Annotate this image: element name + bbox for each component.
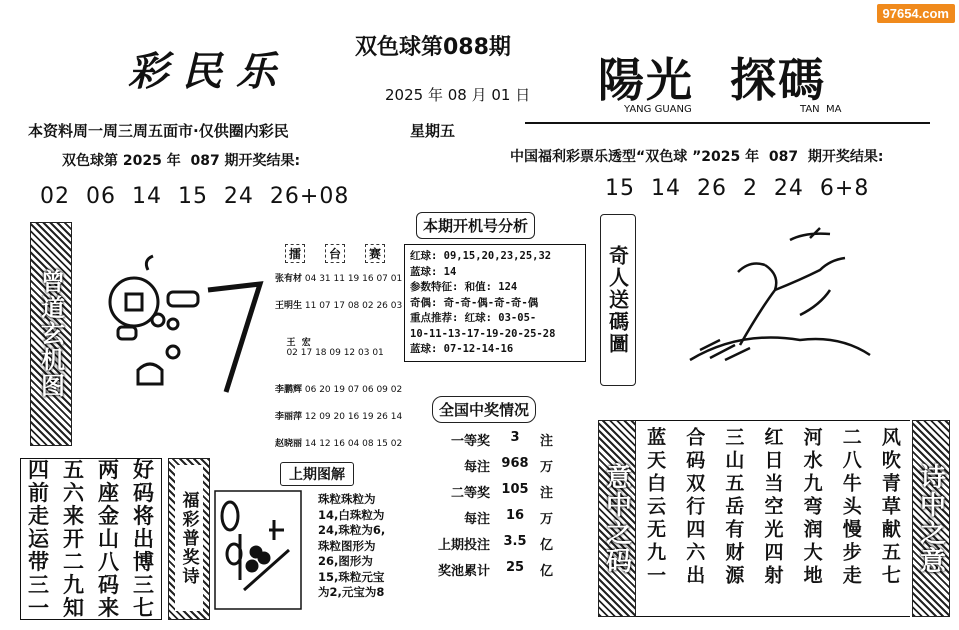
analysis-line: 蓝球: 14	[410, 265, 457, 278]
left-result-numbers: 02 06 14 15 24 26+08	[40, 184, 350, 209]
arena-title-char: 赛	[365, 244, 385, 263]
last-diagram-line: 26,图形为	[318, 554, 373, 568]
prizes-title: 全国中奖情况	[432, 396, 536, 423]
right-result-numbers: 15 14 26 2 24 6+8	[605, 176, 870, 201]
prize-unit: 亿	[540, 564, 554, 579]
analysis-line: 奇偶: 奇-奇-偶-奇-奇-偶	[410, 296, 539, 309]
puzzle-drawing	[98, 252, 268, 397]
arena-player: 李鹏辉	[275, 385, 303, 395]
weekday: 星期五	[410, 122, 456, 140]
poem-char: 带	[28, 550, 49, 574]
watermark: 97654.com	[877, 4, 956, 23]
last-diagram-line: 珠粒图形为	[318, 538, 376, 553]
left-vertical-title: 曾道玄机图	[36, 269, 65, 399]
poem-char: 一	[28, 596, 49, 620]
brand-left-logo: 彩民乐	[128, 48, 290, 95]
poem-grid-column	[21, 459, 56, 619]
analysis-panel	[404, 244, 586, 362]
poem-char: 三	[133, 573, 154, 597]
poem-char: 山	[98, 527, 119, 551]
right-result-label: 中国福利彩票乐透型“双色球 ”2025 年 087 期开奖结果:	[510, 149, 884, 165]
qiren-panel	[600, 214, 636, 386]
prize-value: 105	[501, 482, 529, 497]
poem-char: 六	[63, 481, 84, 505]
arena-title-char: 擂	[285, 244, 305, 263]
brand-right-sub-right: TAN MA	[800, 104, 842, 115]
arena-row	[275, 436, 403, 449]
poem-left-tag-panel	[598, 420, 636, 617]
bottom-poem-column: 红日当空光四射	[761, 427, 784, 588]
arena-numbers: 06 20 19 07 06 09 02	[304, 385, 403, 395]
analysis-line: 红球: 09,15,20,23,25,32	[410, 250, 552, 262]
poem-char: 码	[133, 481, 154, 505]
prize-label: 一等奖	[450, 434, 490, 449]
arena-player: 张有材	[275, 274, 303, 284]
analysis-line: 重点推荐: 红球: 03-05-	[410, 312, 537, 324]
prize-unit: 注	[540, 486, 554, 501]
prize-row	[420, 482, 580, 508]
arena-panel	[275, 244, 403, 449]
poem-char: 二	[63, 550, 84, 574]
poem-char: 来	[63, 504, 84, 528]
arena-title-char: 台	[325, 244, 345, 263]
prize-row	[420, 508, 580, 534]
poem-right-tag-panel	[912, 420, 950, 617]
last-diagram-line: 24,珠粒为6,	[318, 523, 386, 537]
poem-char: 九	[63, 573, 84, 597]
brand-right-sub-left: YANG GUANG	[624, 104, 692, 115]
poem-char: 出	[133, 527, 154, 551]
poem-char: 走	[28, 504, 49, 528]
brand-right-rule	[525, 122, 930, 124]
prize-unit: 万	[540, 512, 554, 527]
poem-grid-column	[56, 459, 91, 619]
last-diagram-title: 上期图解	[280, 462, 354, 486]
arena-row	[275, 382, 403, 395]
arena-numbers: 14 12 16 04 08 15 02	[304, 439, 403, 449]
poem-char: 三	[28, 573, 49, 597]
issue-title: 双色球第088期	[355, 35, 511, 60]
prize-row	[420, 430, 580, 456]
poem-char: 两	[98, 458, 119, 482]
prize-label: 每注	[463, 460, 490, 475]
analysis-line: 蓝球: 07-12-14-16	[410, 343, 514, 355]
poem-char: 开	[63, 527, 84, 551]
poem-char: 四	[28, 458, 49, 482]
prize-label: 上期投注	[437, 538, 490, 553]
poem-char: 将	[133, 504, 154, 528]
poem-char: 来	[98, 596, 119, 620]
notice-text: 本资料周一周三周五面市·仅供圈内彩民	[28, 122, 289, 140]
left-vertical-panel	[30, 222, 72, 446]
bottom-poem-column: 合码双行四六出	[683, 427, 706, 588]
brand-right-logo: 陽光 探碼	[598, 53, 827, 107]
poem-char: 前	[28, 481, 49, 505]
arena-numbers: 04 31 11 19 16 07 01	[304, 274, 403, 284]
fucai-poem-panel	[168, 458, 210, 620]
analysis-line: 10-11-13-17-19-20-25-28	[410, 327, 556, 340]
poem-char: 博	[133, 550, 154, 574]
poem-char: 五	[63, 458, 84, 482]
poem-char: 座	[98, 481, 119, 505]
prize-value: 3.5	[503, 534, 527, 549]
poem-char: 运	[28, 527, 49, 551]
poem-right-tag: 诗中之意	[915, 462, 946, 575]
left-result-label: 双色球第 2025 年 087 期开奖结果:	[62, 153, 301, 169]
poem-char: 八	[98, 550, 119, 574]
last-diagram-text	[318, 492, 385, 601]
arena-row	[275, 325, 395, 368]
poem-char: 知	[63, 596, 84, 620]
prize-value: 968	[501, 456, 529, 471]
arena-player: 赵晓丽	[275, 439, 303, 449]
last-diagram-drawing	[214, 490, 302, 610]
poem-grid-column	[126, 459, 161, 619]
arena-row	[275, 271, 403, 284]
prizes-table	[420, 430, 580, 586]
bottom-poem-column: 蓝天白云无九一	[644, 427, 667, 588]
last-diagram-line: 14,白珠粒为	[318, 507, 385, 522]
last-diagram-line: 15,珠粒元宝	[318, 569, 385, 584]
poem-grid	[20, 458, 162, 620]
arena-numbers: 11 07 17 08 02 26 03	[304, 301, 403, 311]
bottom-poem-column: 河水九弯润大地	[800, 427, 823, 588]
prize-value: 16	[505, 508, 525, 523]
prize-unit: 亿	[540, 538, 554, 553]
analysis-title: 本期开机号分析	[416, 212, 535, 239]
arena-row	[275, 298, 403, 311]
poem-char: 码	[98, 573, 119, 597]
arena-player: 王明生	[275, 301, 303, 311]
arena-numbers: 12 09 20 16 19 26 14	[304, 412, 403, 422]
qiren-title: 奇人送碼圖	[605, 245, 630, 355]
bottom-poem-column: 风吹青草献五七	[878, 427, 901, 588]
prize-value: 3	[510, 430, 520, 445]
arena-title	[275, 244, 395, 263]
arena-player: 李丽萍	[275, 412, 303, 422]
analysis-line: 参数特征: 和值: 124	[410, 281, 518, 293]
arena-numbers: 02 17 18 09 12 03 01	[286, 348, 384, 358]
poem-char: 金	[98, 504, 119, 528]
prize-value: 25	[505, 560, 525, 575]
prize-unit: 注	[540, 434, 554, 449]
poem-char: 七	[133, 596, 154, 620]
prize-row	[420, 534, 580, 560]
fucai-poem-title: 福彩普奖诗	[175, 465, 203, 611]
bottom-poem-column: 三山五岳有财源	[722, 427, 745, 588]
prize-unit: 万	[540, 460, 554, 475]
bottom-poem-column: 二八牛头慢步走	[839, 427, 862, 588]
prize-row	[420, 456, 580, 482]
arena-row	[275, 409, 403, 422]
poem-char: 好	[133, 458, 154, 482]
last-diagram-line: 为2,元宝为8	[318, 585, 385, 599]
poem-left-tag: 意中之码	[601, 462, 632, 575]
prize-label: 每注	[463, 512, 490, 527]
prize-label: 奖池累计	[437, 564, 490, 579]
tree-sketch	[680, 220, 880, 370]
last-diagram-line: 珠粒珠粒为	[318, 492, 376, 506]
prize-label: 二等奖	[450, 486, 490, 501]
issue-date: 2025 年 08 月 01 日	[385, 86, 531, 104]
poem-grid-column	[91, 459, 126, 619]
arena-player: 王 宏	[286, 338, 311, 348]
bottom-poem-body	[636, 420, 910, 617]
prize-row	[420, 560, 580, 586]
